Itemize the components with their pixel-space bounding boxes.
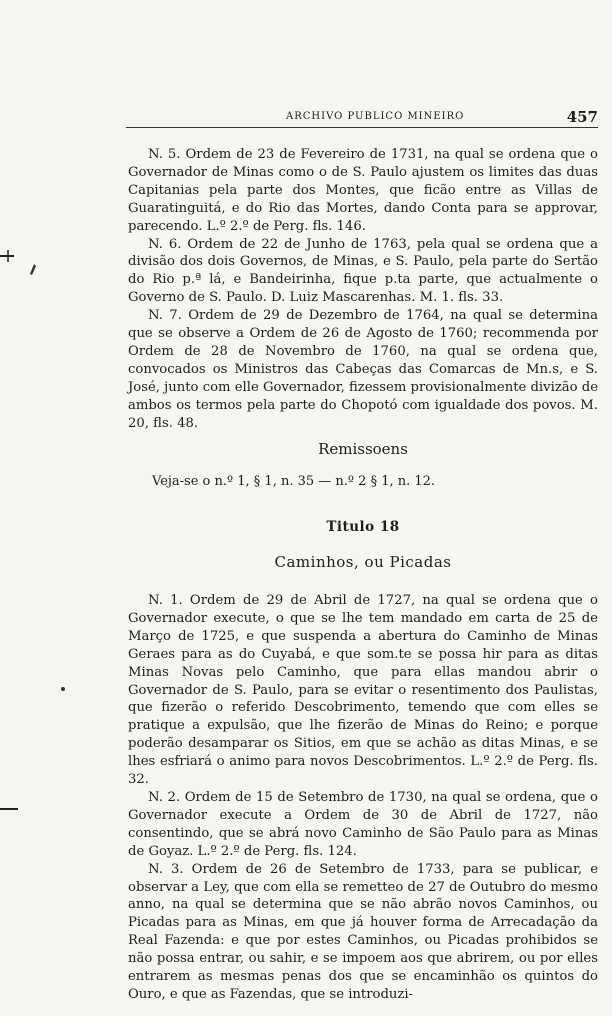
- margin-dot-mark: [60, 686, 66, 692]
- titulo-heading: Titulo 18: [326, 519, 400, 535]
- entry-n7: N. 7. Ordem de 29 de Dezembro de 1764, na qual se determina que se observe a Ordem de 26 de Agosto de 1760; recommenda por Ordem de 28 de Novembro de 1760, na qual se ordena que, convocados os Ministros das Cabeças das Comarcas de Mn.s, e S. José, junto com elle Governador, fizessem provisionalmente divizão de ambos os termos pela parte do Chopotó com igualdade dos povos. M. 20, fls. 48.: [128, 308, 599, 431]
- section-entries-2: [128, 592, 598, 1004]
- entry-c2: N. 2. Ordem de 15 de Setembro de 1730, na qual se ordena, que o Governador execute a Ordem de 30 de Abril de 1727, não consentindo, que se abrá novo Caminho de São Paulo para as Minas de Goyaz. L.º 2.º de Perg. fls. 124.: [128, 789, 598, 859]
- remissoes-text: Veja-se o n.º 1, § 1, n. 35 — n.º 2 § 1, n. 12.: [152, 474, 436, 489]
- margin-speck-mark: [28, 262, 38, 276]
- margin-arrow-mark: [0, 248, 20, 264]
- entry-n5: N. 5. Ordem de 23 de Fevereiro de 1731, na qual se ordena que o Governador de Minas como o de S. Paulo ajustem os limites das duas Capitanias pela parte dos Montes, que ficão entre as Villas de Guaratinguitá, e do Rio das Mortes, dando Conta para se approvar, parecendo. L.º 2.º de Perg. fls. 146.: [128, 147, 598, 234]
- margin-dash-mark: [0, 804, 22, 814]
- running-title: ARCHIVO PUBLICO MINEIRO: [286, 111, 465, 122]
- entry-n6: N. 6. Ordem de 22 de Junho de 1763, pela qual se ordena que a divisão dos dois Governos, de Minas, e S. Paulo, pela parte do Sertão do Rio p.ª lá, e Bandeirinha, fique p.ta parte, que actualmente o Governo de S. Paulo. D. Luiz Mascarenhas. M. 1. fls. 33.: [128, 236, 598, 306]
- header-rule: [126, 127, 598, 128]
- remissoes-heading: Remissoens: [318, 440, 408, 458]
- section-entries-1: [128, 146, 598, 433]
- page-number: 457: [566, 108, 598, 126]
- page-header: [126, 108, 600, 128]
- entry-c3: N. 3. Ordem de 26 de Setembro de 1733, para se publicar, e observar a Ley, que com ella se remetteo de 27 de Outubro do mesmo anno, na qual se determina que se não abrão novos Caminhos, ou Picadas para as Minas, em que já houver forma de Arrecadação da Real Fazenda: e que por estes Caminhos, ou Picadas prohibidos se não possa entrar, ou sahir, e se impoem aos que abrirem, ou por elles entrarem as mesmas penas dos que se encaminhão os quintos do Ouro, e que as Fazendas, que se introduzi-: [128, 861, 598, 1002]
- entry-c1: N. 1. Ordem de 29 de Abril de 1727, na qual se ordena que o Governador execute, o que se lhe tem mandado em carta de 25 de Março de 1725, e que suspenda a abertura do Caminho de Minas Geraes para as do Cuyabá, e que som.te se possa hir para as ditas Minas Novas pelo Caminho, que para ellas mandou abrir o Governador de S. Paulo, para se evitar o resentimento dos Paulistas, que fizerão o referido Descobrimento, temendo que com elles se pratique a expulsão, que lhe fizerão de Minas do Reino; e porque poderão desamparar os Sitios, em que se achão as ditas Minas, e se lhes esfriará o animo para novos Descobrimentos. L.º 2.º de Perg. fls. 32.: [128, 593, 598, 788]
- titulo-subheading: Caminhos, ou Picadas: [274, 553, 452, 571]
